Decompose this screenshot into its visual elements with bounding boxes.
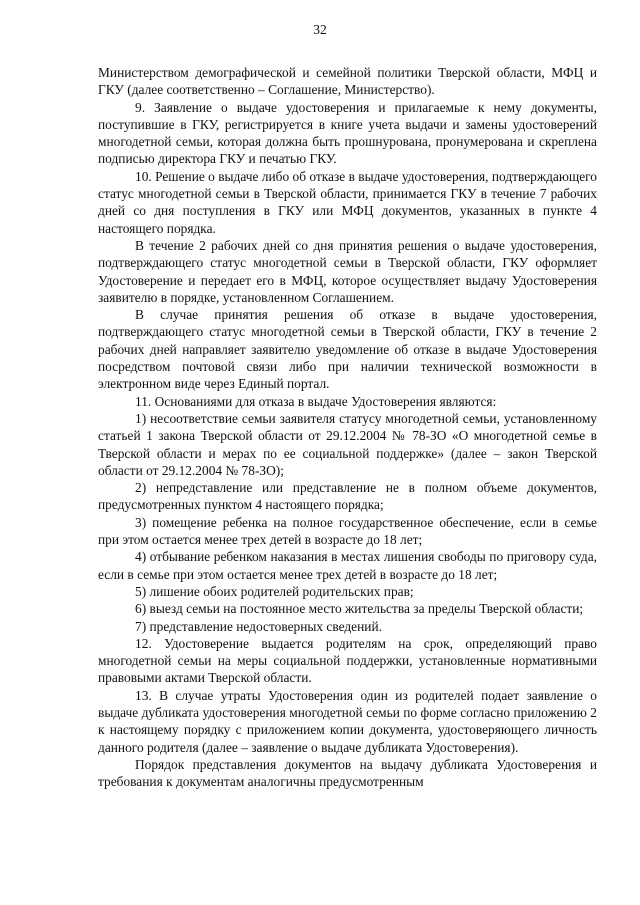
paragraph-item-12: 12. Удостоверение выдается родителям на срок, определяющий право многодетной семьи на меры социальной поддержки, установленные нормативными правовыми актами Тверской области. [98,635,597,686]
paragraph-item-13: 13. В случае утраты Удостоверения один из родителей подает заявление о выдаче дубликата удостоверения многодетной семьи по форме согласно приложению 2 к настоящему порядку с приложением копии документа, удостоверяющего личность данного родителя (далее – заявление о выдаче дубликата Удостоверения). [98,687,597,755]
document-body [98,64,597,790]
list-item-refusal-3: 3) помещение ребенка на полное государственное обеспечение, если в семье при этом остается менее трех детей в возрасте до 18 лет; [98,514,597,548]
paragraph-continuation: Министерством демографической и семейной политики Тверской области, МФЦ и ГКУ (далее соответственно – Соглашение, Министерство). [98,65,597,98]
paragraph-issuance-term: В течение 2 рабочих дней со дня принятия решения о выдаче удостоверения, подтверждающего статус многодетной семьи в Тверской области, ГКУ оформляет Удостоверение и передает его в МФЦ, которое осуществляет выдачу Удостоверения заявителю в порядке, установленном Соглашением. [98,237,597,305]
paragraph-duplicate-procedure: Порядок представления документов на выдачу дубликата Удостоверения и требования к документам аналогичны предусмотренным [98,756,597,790]
list-item-refusal-5: 5) лишение обоих родителей родительских прав; [135,583,414,599]
list-item-refusal-7: 7) представление недостоверных сведений. [135,618,382,634]
page-number: 32 [313,22,327,37]
paragraph-refusal-notice: В случае принятия решения об отказе в выдаче удостоверения, подтверждающего статус многодетной семьи в Тверской области, ГКУ в течение 2 рабочих дней направляет заявителю уведомление об отказе в выдаче Удостоверения посредством почтовой связи либо при наличии технической возможности в электронном виде через Единый портал. [98,307,597,392]
list-item-refusal-6: 6) выезд семьи на постоянное место жительства за пределы Тверской области; [135,601,584,617]
paragraph-item-11: 11. Основаниями для отказа в выдаче Удостоверения являются: [135,393,497,409]
paragraph-item-9: 9. Заявление о выдаче удостоверения и прилагаемые к нему документы, поступившие в ГКУ, регистрируется в книге учета выдачи и замены удостоверений многодетной семьи, которая должна быть прошнурована, пронумерована и скреплена подписью директора ГКУ и печатью ГКУ. [98,99,597,167]
list-item-refusal-1: 1) несоответствие семьи заявителя статусу многодетной семьи, установленному статьей 1 закона Тверской области от 29.12.2004 № 78-ЗО «О многодетной семье в Тверской области и мерах по ее социальной поддержке» (далее – закон Тверской области от 29.12.2004 № 78-ЗО); [98,410,597,478]
list-item-refusal-2: 2) непредставление или представление не в полном объеме документов, предусмотренных пунктом 4 настоящего порядка; [98,480,597,513]
paragraph-item-10: 10. Решение о выдаче либо об отказе в выдаче удостоверения, подтверждающего статус многодетной семьи в Тверской области, принимается ГКУ в течение 7 рабочих дней со дня поступления в ГКУ или МФЦ документов, указанных в пункте 4 настоящего порядка. [98,168,597,236]
list-item-refusal-4: 4) отбывание ребенком наказания в местах лишения свободы по приговору суда, если в семье при этом остается менее трех детей в возрасте до 18 лет; [98,549,597,582]
